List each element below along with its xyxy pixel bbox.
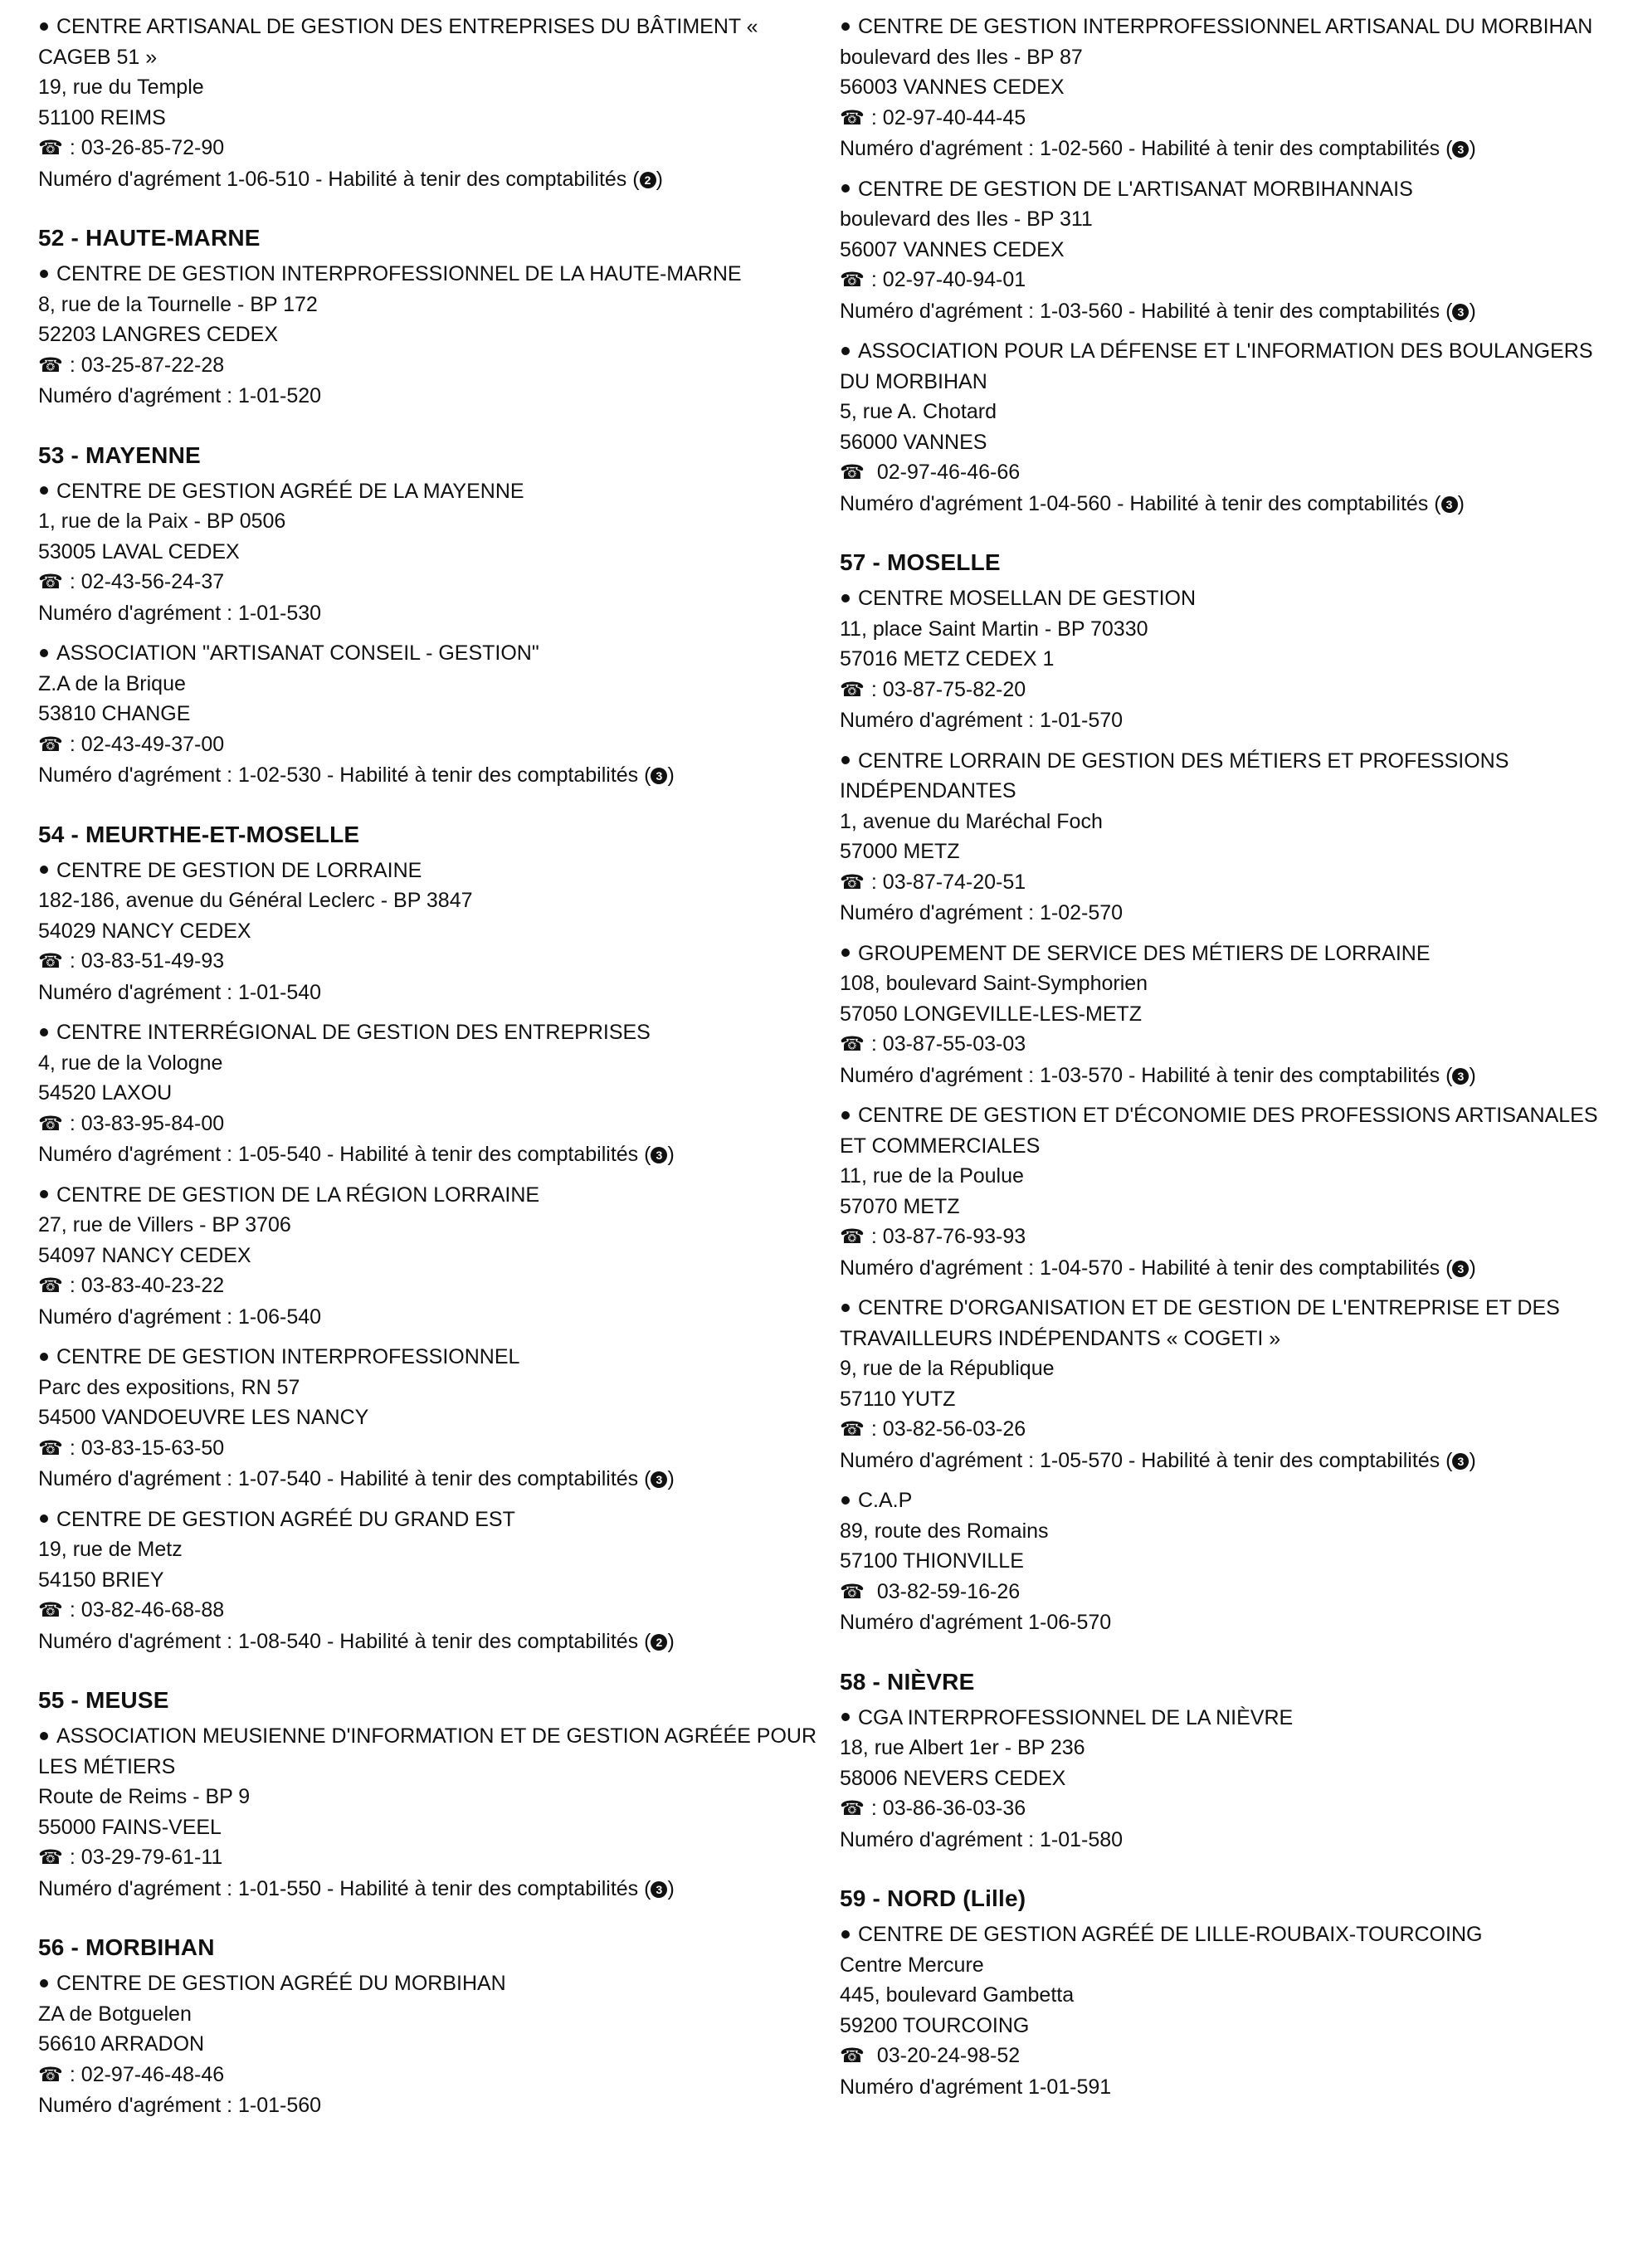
agrement-line — [840, 1607, 1620, 1638]
address-line: 56007 VANNES CEDEX — [840, 237, 1065, 261]
entry-name: CENTRE INTERRÉGIONAL DE GESTION DES ENTREPRISES — [56, 1021, 651, 1044]
agrement-line — [38, 598, 818, 629]
address-line: 5, rue A. Chotard — [840, 400, 997, 423]
phone-icon: ☎ — [840, 106, 865, 129]
directory-entry — [840, 12, 1620, 164]
entry-name: ASSOCIATION "ARTISANAT CONSEIL - GESTION" — [56, 641, 539, 665]
entry-name-line — [38, 12, 818, 72]
entry-name-line — [38, 638, 818, 669]
agrement-line — [38, 164, 818, 195]
agrement-text: Numéro d'agrément : 1-06-540 — [38, 1305, 322, 1329]
phone-line — [38, 350, 818, 382]
entry-name: ASSOCIATION MEUSIENNE D'INFORMATION ET DE GESTION AGRÉÉE POUR LES MÉTIERS — [38, 1724, 817, 1778]
agrement-text: Numéro d'agrément 1-04-560 - Habilité à tenir des comptabilités ( — [840, 491, 1441, 515]
circled-number-badge: 3 — [1452, 1068, 1469, 1085]
phone-line — [840, 1577, 1620, 1608]
region-title: 52 - HAUTE-MARNE — [38, 225, 261, 251]
address-line: 8, rue de la Tournelle - BP 172 — [38, 292, 318, 316]
directory-entry — [840, 1100, 1620, 1283]
region-title: 59 - NORD (Lille) — [840, 1885, 1026, 1911]
agrement-line — [840, 1825, 1620, 1856]
phone-number: : 03-87-55-03-03 — [870, 1032, 1026, 1056]
phone-number: : 03-82-56-03-26 — [870, 1417, 1026, 1441]
directory-entry — [840, 336, 1620, 519]
phone-icon: ☎ — [38, 1599, 63, 1622]
address-line: 19, rue du Temple — [38, 76, 204, 99]
entry-name: CENTRE DE GESTION ET D'ÉCONOMIE DES PROFESSIONS ARTISANALES ET COMMERCIALES — [840, 1104, 1598, 1158]
phone-number: 03-82-59-16-26 — [870, 1579, 1021, 1603]
phone-number: : 03-87-74-20-51 — [870, 870, 1026, 894]
phone-line — [840, 1414, 1620, 1446]
address-line: 53005 LAVAL CEDEX — [38, 539, 240, 563]
bullet-icon — [40, 866, 48, 874]
phone-icon: ☎ — [38, 137, 63, 159]
region-section — [840, 12, 1620, 519]
agrement-text: Numéro d'agrément : 1-07-540 - Habilité à tenir des comptabilités ( — [38, 1467, 651, 1490]
agrement-line — [38, 1302, 818, 1333]
bullet-icon — [40, 649, 48, 657]
entry-name: CENTRE DE GESTION AGRÉÉ DU GRAND EST — [56, 1507, 515, 1531]
agrement-close: ) — [1469, 1063, 1476, 1087]
entry-name: CENTRE ARTISANAL DE GESTION DES ENTREPRISES DU BÂTIMENT « CAGEB 51 » — [38, 15, 758, 69]
circled-number-badge: 2 — [651, 1634, 667, 1651]
agrement-text: Numéro d'agrément : 1-01-570 — [840, 709, 1124, 732]
phone-line — [38, 1271, 818, 1302]
agrement-text: Numéro d'agrément : 1-04-570 - Habilité à tenir des comptabilités ( — [840, 1256, 1453, 1280]
bullet-icon — [40, 270, 48, 278]
entry-name: C.A.P — [858, 1489, 913, 1512]
address-line: ZA de Botguelen — [38, 2002, 192, 2026]
bullet-icon — [841, 949, 850, 957]
entry-name-line — [38, 1505, 818, 1535]
address-line: 54097 NANCY CEDEX — [38, 1243, 251, 1267]
entry-name-line — [38, 1342, 818, 1373]
agrement-line — [38, 1874, 818, 1905]
entry-name-line — [840, 1919, 1620, 1950]
address-line: 11, place Saint Martin - BP 70330 — [840, 617, 1148, 641]
address-line: Route de Reims - BP 9 — [38, 1785, 251, 1808]
region-title: 55 - MEUSE — [38, 1687, 169, 1713]
bullet-icon — [841, 1304, 850, 1312]
address-line: 52203 LANGRES CEDEX — [38, 323, 279, 346]
circled-number-badge: 3 — [1452, 141, 1469, 158]
phone-line — [840, 457, 1620, 489]
entry-name-line — [38, 1968, 818, 1999]
address-line: 51100 REIMS — [38, 105, 166, 129]
phone-line — [38, 2060, 818, 2091]
address-line: 57016 METZ CEDEX 1 — [840, 647, 1055, 671]
directory-entry — [38, 856, 818, 1008]
entry-name-line — [38, 856, 818, 886]
agrement-text: Numéro d'agrément 1-06-510 - Habilité à tenir des comptabilités ( — [38, 167, 640, 191]
address-line: 55000 FAINS-VEEL — [38, 1815, 222, 1839]
phone-icon: ☎ — [840, 461, 865, 484]
phone-line — [840, 1793, 1620, 1825]
agrement-text: Numéro d'agrément : 1-01-560 — [38, 2094, 322, 2117]
agrement-line — [38, 1627, 818, 1657]
address-line: 11, rue de la Poulue — [840, 1164, 1024, 1188]
region-title: 53 - MAYENNE — [38, 441, 201, 468]
phone-line — [38, 1595, 818, 1627]
bullet-icon — [841, 594, 850, 602]
agrement-line — [840, 705, 1620, 736]
entry-name-line — [38, 476, 818, 507]
agrement-text: Numéro d'agrément : 1-02-560 - Habilité à tenir des comptabilités ( — [840, 137, 1453, 160]
agrement-text: Numéro d'agrément : 1-01-520 — [38, 384, 322, 407]
entry-name-line — [840, 1100, 1620, 1161]
phone-number: 03-20-24-98-52 — [870, 2044, 1021, 2067]
directory-entry — [840, 746, 1620, 929]
agrement-line — [38, 381, 818, 412]
address-line: 57110 YUTZ — [840, 1387, 956, 1411]
address-line: 1, rue de la Paix - BP 0506 — [38, 510, 286, 533]
circled-number-badge: 3 — [1452, 1261, 1469, 1277]
agrement-close: ) — [667, 1143, 675, 1166]
entry-name-line — [840, 583, 1620, 614]
entry-name-line — [38, 1721, 818, 1782]
agrement-line — [38, 1464, 818, 1495]
bullet-icon — [841, 1713, 850, 1721]
bullet-icon — [40, 1514, 48, 1523]
directory-entry — [38, 1721, 818, 1904]
phone-icon: ☎ — [38, 950, 63, 973]
phone-number: : 03-82-46-68-88 — [69, 1598, 225, 1622]
phone-line — [38, 1842, 818, 1874]
phone-number: : 03-87-76-93-93 — [870, 1225, 1026, 1248]
agrement-line — [840, 2072, 1620, 2103]
phone-line — [840, 265, 1620, 296]
address-line: 56000 VANNES — [840, 430, 987, 454]
agrement-text: Numéro d'agrément : 1-03-570 - Habilité à tenir des comptabilités ( — [840, 1063, 1453, 1087]
bullet-icon — [841, 22, 850, 31]
phone-number: : 02-43-49-37-00 — [69, 732, 225, 756]
entry-name-line — [840, 1703, 1620, 1734]
circled-number-badge: 3 — [1452, 1453, 1469, 1470]
entry-name: ASSOCIATION POUR LA DÉFENSE ET L'INFORMATION DES BOULANGERS DU MORBIHAN — [840, 339, 1593, 393]
directory-entry — [840, 1485, 1620, 1638]
phone-number: : 03-26-85-72-90 — [69, 136, 225, 159]
entry-name: CENTRE DE GESTION AGRÉÉ DE LILLE-ROUBAIX-TOURCOING — [858, 1923, 1483, 1946]
region-section — [38, 224, 818, 412]
phone-line — [840, 867, 1620, 899]
address-line: 58006 NEVERS CEDEX — [840, 1766, 1066, 1790]
address-line: 19, rue de Metz — [38, 1538, 183, 1561]
agrement-text: Numéro d'agrément : 1-01-540 — [38, 980, 322, 1004]
directory-entry — [840, 1919, 1620, 2102]
phone-number: : 03-83-95-84-00 — [69, 1111, 225, 1135]
entry-name: GROUPEMENT DE SERVICE DES MÉTIERS DE LORRAINE — [858, 941, 1431, 965]
phone-number: : 02-97-46-48-46 — [69, 2062, 225, 2086]
agrement-text: Numéro d'agrément : 1-01-530 — [38, 601, 322, 625]
phone-number: : 03-25-87-22-28 — [69, 353, 225, 377]
address-line: 57000 METZ — [840, 840, 960, 863]
address-line: Z.A de la Brique — [38, 671, 186, 695]
entry-name: CENTRE DE GESTION AGRÉÉ DE LA MAYENNE — [56, 479, 524, 503]
directory-entry — [38, 1180, 818, 1333]
circled-number-badge: 3 — [651, 1471, 667, 1488]
phone-number: : 03-86-36-03-36 — [870, 1797, 1026, 1820]
agrement-line — [38, 2090, 818, 2121]
agrement-line — [840, 898, 1620, 929]
phone-icon: ☎ — [840, 1226, 865, 1248]
agrement-text: Numéro d'agrément : 1-01-580 — [840, 1827, 1124, 1851]
entry-name-line — [840, 1485, 1620, 1516]
agrement-text: Numéro d'agrément : 1-03-560 - Habilité à tenir des comptabilités ( — [840, 299, 1453, 323]
bullet-icon — [40, 1353, 48, 1361]
address-line: 54500 VANDOEUVRE LES NANCY — [38, 1406, 369, 1429]
phone-line — [38, 729, 818, 761]
region-section — [38, 441, 818, 791]
agrement-close: ) — [667, 1876, 675, 1900]
address-line: 53810 CHANGE — [38, 702, 191, 725]
phone-line — [38, 1433, 818, 1465]
agrement-text: Numéro d'agrément : 1-02-530 - Habilité à tenir des comptabilités ( — [38, 763, 651, 787]
entry-name: CGA INTERPROFESSIONNEL DE LA NIÈVRE — [858, 1705, 1294, 1729]
region-title: 56 - MORBIHAN — [38, 1934, 215, 1960]
entry-name: CENTRE LORRAIN DE GESTION DES MÉTIERS ET PROFESSIONS INDÉPENDANTES — [840, 749, 1509, 802]
address-line: 56003 VANNES CEDEX — [840, 76, 1065, 99]
phone-number: 02-97-46-46-66 — [870, 461, 1021, 484]
phone-line — [840, 103, 1620, 134]
address-line: 57100 THIONVILLE — [840, 1549, 1024, 1573]
circled-number-badge: 3 — [651, 768, 667, 784]
address-line: 57070 METZ — [840, 1194, 960, 1218]
phone-line — [38, 946, 818, 978]
phone-number: : 03-29-79-61-11 — [69, 1846, 223, 1869]
entry-name: CENTRE MOSELLAN DE GESTION — [858, 587, 1197, 610]
phone-icon: ☎ — [840, 269, 865, 291]
directory-entry — [38, 1342, 818, 1495]
address-line: Centre Mercure — [840, 1953, 984, 1977]
directory-entry — [840, 174, 1620, 327]
directory-entry — [840, 1703, 1620, 1856]
bullet-icon — [40, 486, 48, 495]
agrement-line — [38, 978, 818, 1008]
bullet-icon — [40, 1190, 48, 1198]
entry-name-line — [38, 1180, 818, 1211]
entry-name-line — [840, 336, 1620, 397]
address-line: 59200 TOURCOING — [840, 2013, 1030, 2037]
bullet-icon — [40, 22, 48, 31]
entry-name: CENTRE DE GESTION DE LA RÉGION LORRAINE — [56, 1183, 540, 1207]
address-line: Parc des expositions, RN 57 — [38, 1375, 300, 1399]
directory-entry — [38, 476, 818, 629]
region-title: 54 - MEURTHE-ET-MOSELLE — [38, 821, 360, 847]
phone-number: : 03-87-75-82-20 — [870, 677, 1026, 701]
agrement-line — [840, 489, 1620, 519]
agrement-close: ) — [667, 1467, 675, 1490]
directory-entry — [38, 1968, 818, 2121]
agrement-text: Numéro d'agrément 1-01-591 — [840, 2075, 1112, 2099]
left-column — [38, 12, 818, 2151]
phone-icon: ☎ — [38, 733, 63, 756]
agrement-line — [38, 760, 818, 791]
entry-name: CENTRE DE GESTION INTERPROFESSIONNEL ARTISANAL DU MORBIHAN — [858, 15, 1593, 38]
bullet-icon — [841, 184, 850, 193]
phone-icon: ☎ — [840, 1797, 865, 1820]
region-section — [840, 1668, 1620, 1856]
directory-entry — [840, 1293, 1620, 1475]
entry-name-line — [840, 174, 1620, 205]
phone-icon: ☎ — [38, 1436, 63, 1460]
agrement-line — [840, 296, 1620, 327]
region-section — [840, 1885, 1620, 2102]
phone-icon: ☎ — [38, 2063, 63, 2086]
circled-number-badge: 2 — [640, 172, 656, 188]
region-title: 58 - NIÈVRE — [840, 1668, 975, 1695]
phone-icon: ☎ — [840, 2045, 865, 2067]
directory-entry — [38, 1505, 818, 1657]
agrement-text: Numéro d'agrément 1-06-570 — [840, 1611, 1112, 1634]
agrement-line — [840, 1253, 1620, 1284]
circled-number-badge: 3 — [1452, 304, 1469, 320]
phone-number: : 02-97-40-94-01 — [870, 268, 1026, 291]
phone-icon: ☎ — [840, 871, 865, 894]
phone-number: : 03-83-15-63-50 — [69, 1436, 225, 1460]
entry-name-line — [840, 1293, 1620, 1353]
bullet-icon — [841, 1496, 850, 1505]
circled-number-badge: 3 — [651, 1881, 667, 1898]
phone-icon: ☎ — [38, 1112, 63, 1135]
directory-entry — [38, 1017, 818, 1170]
agrement-close: ) — [1469, 137, 1476, 160]
entry-name: CENTRE DE GESTION INTERPROFESSIONNEL — [56, 1345, 520, 1368]
entry-name: CENTRE D'ORGANISATION ET DE GESTION DE L'ENTREPRISE ET DES TRAVAILLEURS INDÉPENDANTS « COGETI » — [840, 1296, 1560, 1350]
directory-entry — [38, 638, 818, 791]
address-line: 57050 LONGEVILLE-LES-METZ — [840, 1002, 1143, 1026]
agrement-close: ) — [667, 763, 675, 787]
region-title: 57 - MOSELLE — [840, 549, 1001, 575]
circled-number-badge: 3 — [1441, 496, 1458, 513]
address-line: boulevard des Iles - BP 87 — [840, 45, 1083, 69]
entry-name-line — [840, 746, 1620, 807]
address-line: 89, route des Romains — [840, 1519, 1049, 1543]
address-line: 18, rue Albert 1er - BP 236 — [840, 1736, 1085, 1759]
phone-line — [38, 567, 818, 598]
entry-name-line — [840, 12, 1620, 42]
address-line: 54029 NANCY CEDEX — [38, 919, 251, 943]
entry-name: CENTRE DE GESTION AGRÉÉ DU MORBIHAN — [56, 1972, 506, 1995]
agrement-text: Numéro d'agrément : 1-02-570 — [840, 901, 1124, 924]
agrement-close: ) — [1469, 1256, 1476, 1280]
directory-entry — [38, 12, 818, 194]
agrement-line — [840, 1446, 1620, 1476]
region-section — [38, 1686, 818, 1904]
agrement-text: Numéro d'agrément : 1-01-550 - Habilité à tenir des comptabilités ( — [38, 1876, 651, 1900]
agrement-line — [840, 134, 1620, 164]
agrement-line — [38, 1139, 818, 1170]
phone-icon: ☎ — [38, 1275, 63, 1297]
address-line: 27, rue de Villers - BP 3706 — [38, 1213, 291, 1236]
address-line: 54520 LAXOU — [38, 1081, 173, 1105]
bullet-icon — [40, 1979, 48, 1988]
phone-icon: ☎ — [38, 1846, 63, 1869]
phone-icon: ☎ — [38, 354, 63, 377]
phone-line — [38, 1109, 818, 1140]
phone-number: : 02-97-40-44-45 — [870, 105, 1026, 129]
address-line: 182-186, avenue du Général Leclerc - BP 3847 — [38, 889, 473, 912]
agrement-close: ) — [656, 167, 663, 191]
agrement-line — [840, 1061, 1620, 1091]
entry-name: CENTRE DE GESTION DE LORRAINE — [56, 858, 422, 882]
phone-icon: ☎ — [38, 571, 63, 593]
entry-name: CENTRE DE GESTION INTERPROFESSIONNEL DE LA HAUTE-MARNE — [56, 262, 742, 285]
address-line: 4, rue de la Vologne — [38, 1051, 223, 1075]
address-line: 9, rue de la République — [840, 1357, 1055, 1380]
agrement-close: ) — [1457, 491, 1465, 515]
address-line: boulevard des Iles - BP 311 — [840, 207, 1093, 231]
agrement-text: Numéro d'agrément : 1-05-540 - Habilité à tenir des comptabilités ( — [38, 1143, 651, 1166]
bullet-icon — [40, 1732, 48, 1740]
phone-icon: ☎ — [840, 1418, 865, 1441]
address-line: 1, avenue du Maréchal Foch — [840, 809, 1103, 833]
directory-entry — [840, 939, 1620, 1091]
bullet-icon — [841, 756, 850, 764]
right-column — [840, 12, 1620, 2132]
address-line: 56610 ARRADON — [38, 2032, 205, 2056]
region-section — [840, 549, 1620, 1638]
agrement-close: ) — [1469, 1448, 1476, 1472]
phone-line — [840, 675, 1620, 706]
region-section — [38, 821, 818, 1657]
entry-name: CENTRE DE GESTION DE L'ARTISANAT MORBIHANNAIS — [858, 177, 1413, 201]
address-line: 108, boulevard Saint-Symphorien — [840, 972, 1148, 995]
phone-line — [840, 1222, 1620, 1253]
region-section — [38, 1934, 818, 2121]
bullet-icon — [841, 1930, 850, 1939]
phone-icon: ☎ — [840, 1033, 865, 1056]
address-line: 54150 BRIEY — [38, 1568, 164, 1592]
bullet-icon — [841, 1111, 850, 1119]
directory-entry — [840, 583, 1620, 736]
phone-line — [840, 2041, 1620, 2072]
agrement-close: ) — [1469, 299, 1476, 323]
agrement-text: Numéro d'agrément : 1-05-570 - Habilité à tenir des comptabilités ( — [840, 1448, 1453, 1472]
agrement-text: Numéro d'agrément : 1-08-540 - Habilité à tenir des comptabilités ( — [38, 1629, 651, 1653]
phone-line — [38, 133, 818, 164]
directory-entry — [38, 259, 818, 412]
phone-number: : 03-83-51-49-93 — [69, 949, 225, 973]
address-line: 445, boulevard Gambetta — [840, 1983, 1075, 2007]
phone-icon: ☎ — [840, 1580, 865, 1603]
circled-number-badge: 3 — [651, 1147, 667, 1163]
phone-number: : 02-43-56-24-37 — [69, 570, 225, 593]
agrement-close: ) — [667, 1629, 675, 1653]
entry-name-line — [38, 259, 818, 290]
region-section — [38, 12, 818, 194]
bullet-icon — [40, 1028, 48, 1036]
phone-icon: ☎ — [840, 678, 865, 701]
phone-line — [840, 1029, 1620, 1061]
entry-name-line — [38, 1017, 818, 1048]
phone-number: : 03-83-40-23-22 — [69, 1274, 225, 1297]
bullet-icon — [841, 347, 850, 355]
entry-name-line — [840, 939, 1620, 969]
